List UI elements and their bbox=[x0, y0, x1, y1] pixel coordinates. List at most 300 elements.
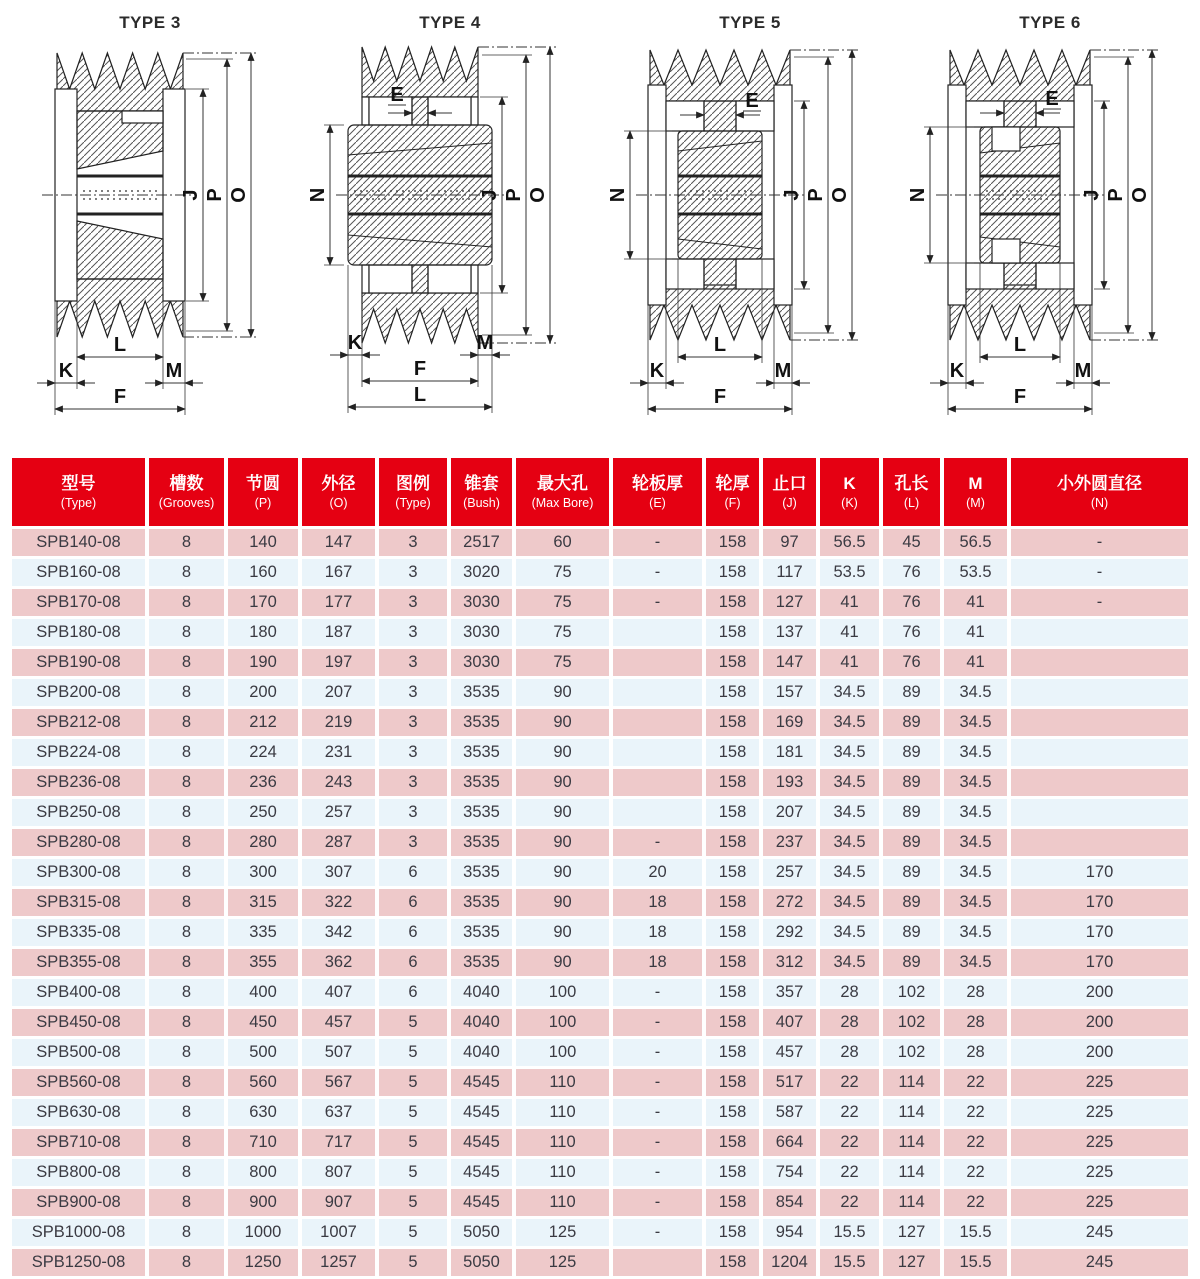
table-cell: SPB190-08 bbox=[12, 649, 145, 676]
table-cell: 630 bbox=[228, 1099, 298, 1126]
table-cell: 125 bbox=[516, 1219, 609, 1246]
table-row bbox=[12, 709, 1188, 736]
table-cell: 231 bbox=[302, 739, 375, 766]
table-cell: SPB250-08 bbox=[12, 799, 145, 826]
table-cell: - bbox=[1011, 559, 1188, 586]
table-cell: 114 bbox=[883, 1069, 940, 1096]
table-cell: 357 bbox=[763, 979, 816, 1006]
table-cell: 158 bbox=[706, 769, 759, 796]
table-cell: 450 bbox=[228, 1009, 298, 1036]
table-cell: 28 bbox=[944, 979, 1007, 1006]
table-cell: 97 bbox=[763, 529, 816, 556]
col-header-1 bbox=[149, 458, 224, 526]
col-header-en: (Max Bore) bbox=[531, 495, 594, 510]
table-cell: 28 bbox=[820, 979, 879, 1006]
table-cell: - bbox=[613, 1069, 702, 1096]
dim-label-K: K bbox=[949, 360, 965, 382]
dim-label-L: L bbox=[1013, 334, 1027, 356]
table-cell: 181 bbox=[763, 739, 816, 766]
table-cell: 8 bbox=[149, 1249, 224, 1276]
col-header-10 bbox=[820, 458, 879, 526]
table-cell: SPB170-08 bbox=[12, 589, 145, 616]
dim-label-J: J bbox=[1081, 189, 1103, 201]
table-cell: 3 bbox=[379, 619, 447, 646]
col-header-en: (Type) bbox=[395, 495, 431, 510]
table-cell: 907 bbox=[302, 1189, 375, 1216]
table-cell: 147 bbox=[763, 649, 816, 676]
table-cell: 158 bbox=[706, 649, 759, 676]
table-cell: 900 bbox=[228, 1189, 298, 1216]
figure-title: TYPE 6 bbox=[1019, 13, 1081, 32]
table-cell: 114 bbox=[883, 1099, 940, 1126]
figure-title: TYPE 5 bbox=[719, 13, 781, 32]
table-cell: 8 bbox=[149, 859, 224, 886]
table-row bbox=[12, 1219, 1188, 1246]
dim-label-P: P bbox=[1105, 188, 1127, 202]
table-cell: 1007 bbox=[302, 1219, 375, 1246]
table-cell: - bbox=[1011, 589, 1188, 616]
table-cell: 158 bbox=[706, 1219, 759, 1246]
table-cell: 225 bbox=[1011, 1189, 1188, 1216]
table-cell: 127 bbox=[883, 1249, 940, 1276]
col-header-cn: 小外圆直径 bbox=[1057, 474, 1142, 494]
table-cell: 4545 bbox=[451, 1099, 512, 1126]
dim-label-F: F bbox=[713, 386, 727, 408]
table-cell: 187 bbox=[302, 619, 375, 646]
table-cell: 212 bbox=[228, 709, 298, 736]
table-row bbox=[12, 769, 1188, 796]
dim-label-O: O bbox=[228, 187, 250, 203]
table-cell: 954 bbox=[763, 1219, 816, 1246]
table-cell: 89 bbox=[883, 859, 940, 886]
col-header-en: (E) bbox=[649, 495, 666, 510]
col-header-en: (M) bbox=[966, 495, 985, 510]
table-row bbox=[12, 1039, 1188, 1066]
table-cell: 407 bbox=[763, 1009, 816, 1036]
table-cell: 8 bbox=[149, 649, 224, 676]
dim-label-K: K bbox=[58, 360, 74, 382]
table-cell bbox=[1011, 709, 1188, 736]
table-cell: 3 bbox=[379, 559, 447, 586]
table-cell: 76 bbox=[883, 559, 940, 586]
pulley-figure-type-5 bbox=[600, 0, 900, 447]
table-cell: 167 bbox=[302, 559, 375, 586]
table-cell: 158 bbox=[706, 919, 759, 946]
table-cell: 89 bbox=[883, 769, 940, 796]
table-cell: 3030 bbox=[451, 649, 512, 676]
table-row bbox=[12, 829, 1188, 856]
table-cell: 362 bbox=[302, 949, 375, 976]
table-cell: 34.5 bbox=[944, 769, 1007, 796]
table-cell: 158 bbox=[706, 799, 759, 826]
dim-label-N: N bbox=[907, 187, 929, 203]
table-cell: SPB800-08 bbox=[12, 1159, 145, 1186]
col-header-cn: 孔长 bbox=[894, 474, 929, 494]
table-cell: 4040 bbox=[451, 979, 512, 1006]
table-cell: 6 bbox=[379, 919, 447, 946]
table-cell: 147 bbox=[302, 529, 375, 556]
table-cell bbox=[1011, 619, 1188, 646]
table-cell: 53.5 bbox=[820, 559, 879, 586]
table-cell: 637 bbox=[302, 1099, 375, 1126]
pulley-figure-type-6 bbox=[900, 0, 1200, 447]
table-cell: 307 bbox=[302, 859, 375, 886]
table-cell: SPB212-08 bbox=[12, 709, 145, 736]
table-cell: - bbox=[613, 1159, 702, 1186]
spec-table-wrap bbox=[0, 447, 1200, 1279]
table-cell: 177 bbox=[302, 589, 375, 616]
table-cell: 34.5 bbox=[820, 919, 879, 946]
table-cell: 1000 bbox=[228, 1219, 298, 1246]
table-cell: 5 bbox=[379, 1249, 447, 1276]
dim-label-F: F bbox=[113, 386, 127, 408]
table-cell: 158 bbox=[706, 619, 759, 646]
table-cell: 20 bbox=[613, 859, 702, 886]
table-row bbox=[12, 1099, 1188, 1126]
table-row bbox=[12, 949, 1188, 976]
table-cell: 8 bbox=[149, 679, 224, 706]
col-header-en: (F) bbox=[724, 495, 741, 510]
table-cell: 140 bbox=[228, 529, 298, 556]
table-cell: 3030 bbox=[451, 589, 512, 616]
table-cell: SPB200-08 bbox=[12, 679, 145, 706]
table-cell: 90 bbox=[516, 739, 609, 766]
table-cell: 34.5 bbox=[944, 679, 1007, 706]
col-header-en: (Bush) bbox=[463, 495, 500, 510]
table-cell: - bbox=[613, 559, 702, 586]
table-cell: 8 bbox=[149, 919, 224, 946]
table-cell: 315 bbox=[228, 889, 298, 916]
pulley-drawing bbox=[300, 40, 600, 440]
dim-label-O: O bbox=[527, 187, 549, 203]
table-cell: - bbox=[613, 1219, 702, 1246]
dim-label-M: M bbox=[1074, 360, 1092, 382]
table-row bbox=[12, 919, 1188, 946]
table-row bbox=[12, 529, 1188, 556]
table-cell: 3 bbox=[379, 709, 447, 736]
table-cell: SPB1000-08 bbox=[12, 1219, 145, 1246]
table-cell: 158 bbox=[706, 1009, 759, 1036]
table-cell: 245 bbox=[1011, 1219, 1188, 1246]
table-cell: 400 bbox=[228, 979, 298, 1006]
table-cell: 287 bbox=[302, 829, 375, 856]
table-cell: - bbox=[613, 1009, 702, 1036]
table-row bbox=[12, 649, 1188, 676]
table-cell: 90 bbox=[516, 889, 609, 916]
table-cell: SPB1250-08 bbox=[12, 1249, 145, 1276]
table-cell: 114 bbox=[883, 1159, 940, 1186]
table-cell: 41 bbox=[820, 619, 879, 646]
spec-table bbox=[8, 455, 1192, 1279]
table-cell: 90 bbox=[516, 709, 609, 736]
table-cell bbox=[1011, 679, 1188, 706]
table-cell: 34.5 bbox=[820, 679, 879, 706]
table-cell: 28 bbox=[944, 1009, 1007, 1036]
table-header-row bbox=[12, 458, 1188, 526]
table-cell: 15.5 bbox=[820, 1249, 879, 1276]
table-cell: 89 bbox=[883, 679, 940, 706]
table-cell: 2517 bbox=[451, 529, 512, 556]
table-cell: 3 bbox=[379, 829, 447, 856]
table-cell: 75 bbox=[516, 589, 609, 616]
table-cell: 89 bbox=[883, 799, 940, 826]
table-cell: 158 bbox=[706, 829, 759, 856]
table-cell: 90 bbox=[516, 949, 609, 976]
table-cell bbox=[613, 709, 702, 736]
col-header-cn: K bbox=[843, 474, 856, 494]
table-cell: 15.5 bbox=[944, 1219, 1007, 1246]
table-cell: SPB710-08 bbox=[12, 1129, 145, 1156]
table-cell: 200 bbox=[228, 679, 298, 706]
table-cell: 5 bbox=[379, 1069, 447, 1096]
col-header-3 bbox=[302, 458, 375, 526]
table-cell: 236 bbox=[228, 769, 298, 796]
table-cell: 407 bbox=[302, 979, 375, 1006]
table-cell: 15.5 bbox=[820, 1219, 879, 1246]
table-cell: SPB630-08 bbox=[12, 1099, 145, 1126]
table-cell: 22 bbox=[944, 1099, 1007, 1126]
table-cell: 34.5 bbox=[820, 739, 879, 766]
table-cell: 8 bbox=[149, 1219, 224, 1246]
table-cell: 3535 bbox=[451, 679, 512, 706]
table-row bbox=[12, 1249, 1188, 1276]
dim-label-J: J bbox=[479, 189, 501, 201]
table-cell: SPB335-08 bbox=[12, 919, 145, 946]
table-cell: 158 bbox=[706, 1099, 759, 1126]
table-cell bbox=[613, 739, 702, 766]
table-cell: 41 bbox=[944, 649, 1007, 676]
table-cell: 18 bbox=[613, 919, 702, 946]
table-cell: 160 bbox=[228, 559, 298, 586]
table-cell: 56.5 bbox=[820, 529, 879, 556]
table-cell: 8 bbox=[149, 1009, 224, 1036]
table-cell: 257 bbox=[302, 799, 375, 826]
table-cell: 342 bbox=[302, 919, 375, 946]
table-cell: 158 bbox=[706, 1129, 759, 1156]
col-header-cn: 轮板厚 bbox=[632, 474, 683, 494]
table-cell: 3 bbox=[379, 679, 447, 706]
table-cell: 90 bbox=[516, 829, 609, 856]
col-header-6 bbox=[516, 458, 609, 526]
table-row bbox=[12, 559, 1188, 586]
table-cell: SPB450-08 bbox=[12, 1009, 145, 1036]
table-cell: 170 bbox=[1011, 859, 1188, 886]
col-header-en: (P) bbox=[254, 495, 272, 510]
table-cell: 4040 bbox=[451, 1039, 512, 1066]
table-cell: 8 bbox=[149, 829, 224, 856]
col-header-11 bbox=[883, 458, 940, 526]
table-cell: 76 bbox=[883, 589, 940, 616]
table-cell: 200 bbox=[1011, 1009, 1188, 1036]
table-cell: SPB300-08 bbox=[12, 859, 145, 886]
table-cell bbox=[613, 1249, 702, 1276]
table-cell: 158 bbox=[706, 979, 759, 1006]
table-cell: 3 bbox=[379, 739, 447, 766]
table-cell: 8 bbox=[149, 529, 224, 556]
table-row bbox=[12, 1009, 1188, 1036]
dim-label-O: O bbox=[829, 187, 851, 203]
table-cell: 53.5 bbox=[944, 559, 1007, 586]
col-header-cn: 最大孔 bbox=[537, 474, 588, 494]
table-cell: 170 bbox=[1011, 949, 1188, 976]
table-cell: 158 bbox=[706, 679, 759, 706]
table-cell: 5 bbox=[379, 1189, 447, 1216]
table-cell: 100 bbox=[516, 1009, 609, 1036]
table-cell: 45 bbox=[883, 529, 940, 556]
table-cell bbox=[1011, 649, 1188, 676]
table-cell: - bbox=[613, 1099, 702, 1126]
dim-label-J: J bbox=[180, 189, 202, 201]
col-header-en: (O) bbox=[329, 495, 348, 510]
table-cell: 6 bbox=[379, 949, 447, 976]
table-cell: 158 bbox=[706, 1249, 759, 1276]
table-cell: 8 bbox=[149, 739, 224, 766]
table-cell: 75 bbox=[516, 649, 609, 676]
table-cell: 3535 bbox=[451, 799, 512, 826]
col-header-en: (Type) bbox=[60, 495, 97, 510]
table-cell: 158 bbox=[706, 859, 759, 886]
pulley-drawing bbox=[600, 40, 900, 440]
table-cell: 8 bbox=[149, 1189, 224, 1216]
table-cell: 3535 bbox=[451, 709, 512, 736]
table-cell: 8 bbox=[149, 1099, 224, 1126]
table-cell: 22 bbox=[944, 1189, 1007, 1216]
table-cell: 257 bbox=[763, 859, 816, 886]
col-header-cn: 锥套 bbox=[464, 474, 499, 494]
table-cell: 22 bbox=[944, 1159, 1007, 1186]
table-cell: 110 bbox=[516, 1189, 609, 1216]
table-cell: 158 bbox=[706, 709, 759, 736]
table-cell: 34.5 bbox=[944, 799, 1007, 826]
col-header-cn: 图例 bbox=[396, 474, 430, 494]
dim-label-L: L bbox=[713, 334, 727, 356]
table-cell: 243 bbox=[302, 769, 375, 796]
pulley-figure-type-3 bbox=[0, 0, 300, 447]
table-cell: 90 bbox=[516, 859, 609, 886]
table-cell: 22 bbox=[820, 1129, 879, 1156]
table-cell: 8 bbox=[149, 1039, 224, 1066]
table-cell: 89 bbox=[883, 919, 940, 946]
table-cell: 34.5 bbox=[944, 949, 1007, 976]
table-cell: 8 bbox=[149, 1069, 224, 1096]
table-cell: 1250 bbox=[228, 1249, 298, 1276]
table-cell: 157 bbox=[763, 679, 816, 706]
table-cell: 56.5 bbox=[944, 529, 1007, 556]
table-cell: 28 bbox=[820, 1009, 879, 1036]
table-cell: 190 bbox=[228, 649, 298, 676]
table-cell: 22 bbox=[820, 1069, 879, 1096]
table-cell: SPB280-08 bbox=[12, 829, 145, 856]
col-header-en: (J) bbox=[782, 495, 797, 510]
figure-title: TYPE 4 bbox=[419, 13, 481, 32]
table-cell: 127 bbox=[883, 1219, 940, 1246]
table-cell: 3 bbox=[379, 529, 447, 556]
dim-label-E: E bbox=[1045, 88, 1059, 110]
table-cell: 8 bbox=[149, 709, 224, 736]
table-cell: 41 bbox=[944, 619, 1007, 646]
table-cell: 158 bbox=[706, 739, 759, 766]
table-cell: 807 bbox=[302, 1159, 375, 1186]
col-header-cn: 槽数 bbox=[169, 474, 204, 494]
figure-title: TYPE 3 bbox=[119, 13, 181, 32]
table-cell: 89 bbox=[883, 709, 940, 736]
table-cell: 4545 bbox=[451, 1129, 512, 1156]
table-cell: 664 bbox=[763, 1129, 816, 1156]
table-cell: 8 bbox=[149, 979, 224, 1006]
table-cell: 567 bbox=[302, 1069, 375, 1096]
table-cell: 102 bbox=[883, 979, 940, 1006]
table-cell: 322 bbox=[302, 889, 375, 916]
table-cell: 193 bbox=[763, 769, 816, 796]
table-cell: 41 bbox=[820, 589, 879, 616]
table-cell: 8 bbox=[149, 559, 224, 586]
table-cell: 1257 bbox=[302, 1249, 375, 1276]
table-cell: 76 bbox=[883, 649, 940, 676]
table-cell: 457 bbox=[302, 1009, 375, 1036]
table-cell: 137 bbox=[763, 619, 816, 646]
table-cell: SPB180-08 bbox=[12, 619, 145, 646]
table-cell: 5 bbox=[379, 1009, 447, 1036]
table-cell: 8 bbox=[149, 619, 224, 646]
table-cell: 158 bbox=[706, 1159, 759, 1186]
table-cell: 8 bbox=[149, 1129, 224, 1156]
table-cell: 3 bbox=[379, 769, 447, 796]
table-cell: 117 bbox=[763, 559, 816, 586]
table-cell: 34.5 bbox=[944, 859, 1007, 886]
table-cell: 5050 bbox=[451, 1249, 512, 1276]
table-cell: 245 bbox=[1011, 1249, 1188, 1276]
table-cell: 3535 bbox=[451, 739, 512, 766]
table-cell: 110 bbox=[516, 1129, 609, 1156]
table-cell: 250 bbox=[228, 799, 298, 826]
table-cell: 102 bbox=[883, 1039, 940, 1066]
table-cell bbox=[613, 619, 702, 646]
table-cell: 3 bbox=[379, 589, 447, 616]
table-cell: 34.5 bbox=[820, 799, 879, 826]
table-cell: 34.5 bbox=[944, 829, 1007, 856]
table-cell: 4040 bbox=[451, 1009, 512, 1036]
col-header-en: (L) bbox=[903, 495, 920, 510]
col-header-12 bbox=[944, 458, 1007, 526]
table-cell: 854 bbox=[763, 1189, 816, 1216]
table-cell: 3030 bbox=[451, 619, 512, 646]
table-cell: 114 bbox=[883, 1129, 940, 1156]
table-cell: SPB900-08 bbox=[12, 1189, 145, 1216]
table-cell: 90 bbox=[516, 679, 609, 706]
table-cell: 8 bbox=[149, 799, 224, 826]
table-cell: 3535 bbox=[451, 829, 512, 856]
table-cell: 8 bbox=[149, 949, 224, 976]
table-cell: 34.5 bbox=[944, 889, 1007, 916]
table-cell: 3535 bbox=[451, 769, 512, 796]
table-cell: 5 bbox=[379, 1039, 447, 1066]
table-cell: 15.5 bbox=[944, 1249, 1007, 1276]
table-cell: - bbox=[613, 1129, 702, 1156]
table-cell: 3020 bbox=[451, 559, 512, 586]
table-row bbox=[12, 589, 1188, 616]
table-row bbox=[12, 859, 1188, 886]
col-header-en: (K) bbox=[841, 495, 858, 510]
table-cell: 110 bbox=[516, 1159, 609, 1186]
dim-label-F: F bbox=[413, 358, 427, 380]
pulley-drawing bbox=[900, 40, 1200, 440]
col-header-cn: 型号 bbox=[61, 474, 96, 494]
table-cell: 41 bbox=[944, 589, 1007, 616]
col-header-2 bbox=[228, 458, 298, 526]
table-cell: 560 bbox=[228, 1069, 298, 1096]
table-cell: - bbox=[613, 1039, 702, 1066]
table-cell: 60 bbox=[516, 529, 609, 556]
